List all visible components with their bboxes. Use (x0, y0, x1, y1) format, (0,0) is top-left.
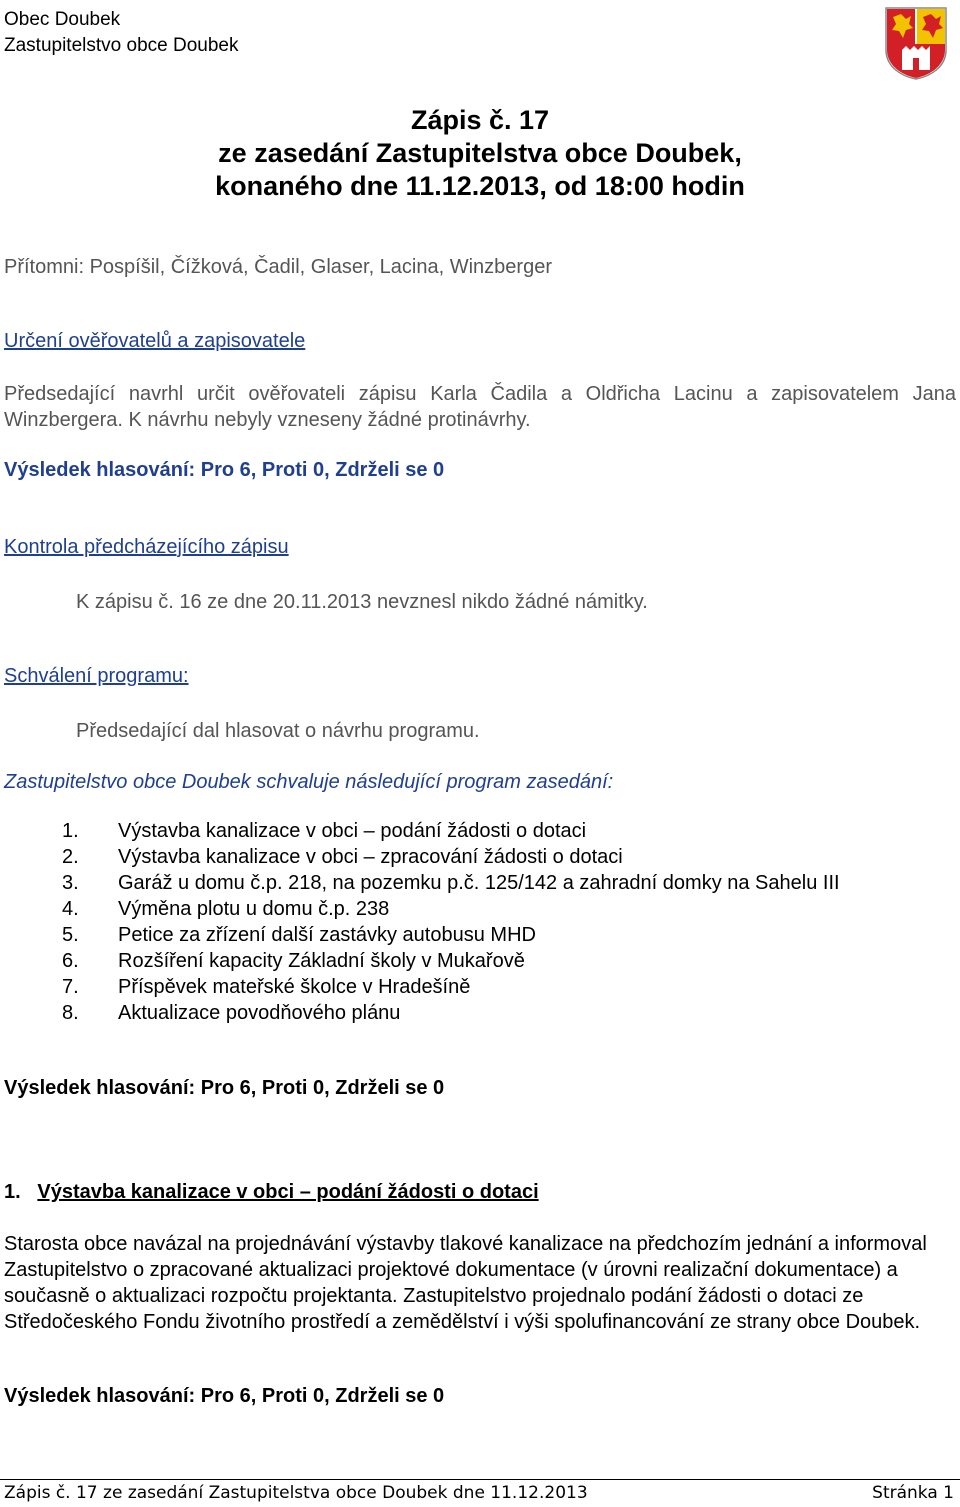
item-1-text: Starosta obce navázal na projednávání výstavby tlakové kanalizace na předchozím jednání a informoval Zastupitelstvo o zpracované aktualizaci projektové dokumentace (v úrovni realizační dokumentace) a současně o aktualizaci rozpočtu projektanta. Zastupitelstvo projednalo podání žádosti o dotaci ze Středočeského Fondu životního prostředí a zemědělství i výši spolufinancování ze strany obce Doubek. (4, 1233, 927, 1333)
coat-of-arms-icon (884, 6, 948, 80)
footer-document-info: Zápis č. 17 ze zasedání Zastupitelstva obce Doubek dne 11.12.2013 (4, 1483, 588, 1503)
program-heading: Schválení programu: (4, 665, 189, 687)
document-subtitle: ze zasedání Zastupitelstva obce Doubek, (218, 138, 742, 168)
list-item: 5. Petice za zřízení další zastávky autobusu MHD (62, 924, 536, 946)
list-item: 2. Výstavba kanalizace v obci – zpracování žádosti o dotaci (62, 846, 623, 868)
program-list (62, 818, 942, 1026)
list-item: 7. Příspěvek mateřské školce v Hradešíně (62, 976, 471, 998)
verifiers-text: Předsedající navrhl určit ověřovateli zápisu Karla Čadila a Oldřicha Lacinu a zapisovatelem Jana Winzbergera. K návrhu nebyly vzneseny žádné protinávrhy. (4, 383, 956, 431)
program-intro: Předsedající dal hlasovat o návrhu programu. (76, 720, 480, 742)
footer-page-number: Stránka 1 (872, 1483, 954, 1503)
attendees: Přítomni: Pospíšil, Čížková, Čadil, Glaser, Lacina, Winzberger (4, 256, 552, 278)
program-vote-result: Výsledek hlasování: Pro 6, Proti 0, Zdrželi se 0 (4, 1077, 445, 1099)
list-item: 1. Výstavba kanalizace v obci – podání žádosti o dotaci (62, 820, 587, 842)
item-1-heading (4, 1179, 539, 1205)
council-name: Zastupitelstvo obce Doubek (4, 35, 239, 56)
municipality-name: Obec Doubek (4, 9, 121, 30)
verifiers-vote-result: Výsledek hlasování: Pro 6, Proti 0, Zdrželi se 0 (4, 459, 445, 481)
list-item: 6. Rozšíření kapacity Základní školy v Mukařově (62, 950, 525, 972)
list-item: 4. Výměna plotu u domu č.p. 238 (62, 898, 390, 920)
control-heading: Kontrola předcházejícího zápisu (4, 536, 289, 558)
program-resolution: Zastupitelstvo obce Doubek schvaluje následující program zasedání: (4, 771, 614, 793)
item-1-number: 1. (4, 1181, 21, 1203)
list-item: 3. Garáž u domu č.p. 218, na pozemku p.č. 125/142 a zahradní domky na Sahelu III (62, 872, 840, 894)
control-text: K zápisu č. 16 ze dne 20.11.2013 nevznesl nikdo žádné námitky. (76, 591, 648, 613)
item-1-vote-result: Výsledek hlasování: Pro 6, Proti 0, Zdrželi se 0 (4, 1385, 445, 1407)
item-1-title: Výstavba kanalizace v obci – podání žádosti o dotaci (37, 1181, 539, 1203)
list-item: 8. Aktualizace povodňového plánu (62, 1002, 401, 1024)
verifiers-heading: Určení ověřovatelů a zapisovatele (4, 330, 306, 352)
meeting-date: konaného dne 11.12.2013, od 18:00 hodin (215, 171, 745, 201)
footer-divider (0, 1479, 960, 1480)
document-title: Zápis č. 17 (410, 105, 550, 135)
